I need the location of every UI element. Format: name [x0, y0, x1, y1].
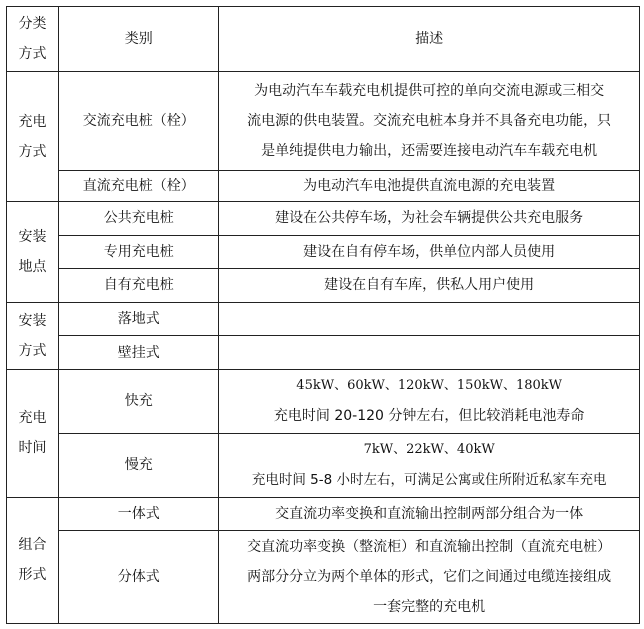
- type-slow-charge: 慢充: [59, 433, 219, 497]
- desc-split: [219, 531, 640, 624]
- desc-line-power: 45kW、60kW、120kW、150kW、180kW: [296, 378, 563, 394]
- type-wall-mounted: 壁挂式: [59, 336, 219, 370]
- table-row: [7, 170, 640, 202]
- group-name: 组合形式: [18, 537, 47, 584]
- desc-dc-charger: 为电动汽车电池提供直流电源的充电装置: [219, 170, 640, 202]
- type-floor-standing: 落地式: [59, 302, 219, 336]
- table-row: [7, 269, 640, 303]
- desc-integrated: 交直流功率变换和直流输出控制两部分组合为一体: [219, 497, 640, 531]
- type-private-charger: 自有充电桩: [59, 269, 219, 303]
- desc-line: 充电时间 20-120 分钟左右，但比较消耗电池寿命: [273, 408, 585, 425]
- group-name: 安装方式: [18, 312, 47, 359]
- type-fast-charge: 快充: [59, 369, 219, 433]
- group-charging-time: [7, 369, 59, 497]
- desc-ac-charger: [219, 72, 640, 171]
- header-category-method: [7, 7, 59, 72]
- table-row: [7, 202, 640, 236]
- type-integrated: 一体式: [59, 497, 219, 531]
- group-name: 充电时间: [18, 410, 47, 457]
- header-category-method-text: 分类方式: [18, 16, 47, 63]
- type-ac-charger: 交流充电桩（栓）: [59, 72, 219, 171]
- table-row: [7, 531, 640, 624]
- group-combination-form: [7, 497, 59, 623]
- desc-private-charger: 建设在自有车库，供私人用户使用: [219, 269, 640, 303]
- desc-line: 一套完整的充电机: [373, 599, 486, 616]
- table-row: [7, 235, 640, 269]
- type-dc-charger: 直流充电桩（栓）: [59, 170, 219, 202]
- charger-classification-table: [6, 6, 640, 624]
- header-description: 描述: [219, 7, 640, 72]
- group-charging-method: [7, 72, 59, 202]
- group-name: 充电方式: [18, 113, 47, 160]
- header-row: [7, 7, 640, 72]
- group-install-location: [7, 202, 59, 303]
- desc-line: 两部分分立为两个单体的形式，它们之间通过电缆连接组成: [247, 569, 612, 586]
- desc-dedicated-charger: 建设在自有停车场，供单位内部人员使用: [219, 235, 640, 269]
- desc-fast-charge: [219, 369, 640, 433]
- table-row: [7, 336, 640, 370]
- header-type: 类别: [59, 7, 219, 72]
- desc-line: 流电源的供电装置。交流充电桩本身并不具备充电功能，只: [247, 112, 612, 129]
- desc-line: 为电动汽车车载充电机提供可控的单向交流电源或三相交: [254, 82, 605, 99]
- table-row: [7, 497, 640, 531]
- desc-line: 是单纯提供电力输出，还需要连接电动汽车车载充电机: [261, 142, 598, 159]
- group-install-method: [7, 302, 59, 369]
- desc-line-power: 7kW、22kW、40kW: [363, 442, 495, 458]
- desc-slow-charge: [219, 433, 640, 497]
- desc-floor-standing: [219, 302, 640, 336]
- table-row: [7, 433, 640, 497]
- group-name: 安装地点: [18, 228, 47, 275]
- desc-public-charger: 建设在公共停车场，为社会车辆提供公共充电服务: [219, 202, 640, 236]
- table-row: [7, 72, 640, 171]
- type-public-charger: 公共充电桩: [59, 202, 219, 236]
- desc-wall-mounted: [219, 336, 640, 370]
- type-dedicated-charger: 专用充电桩: [59, 235, 219, 269]
- table-row: [7, 369, 640, 433]
- table-row: [7, 302, 640, 336]
- desc-line: 充电时间 5-8 小时左右，可满足公寓或住所附近私家车充电: [251, 472, 607, 489]
- type-split: 分体式: [59, 531, 219, 624]
- desc-line: 交直流功率变换（整流柜）和直流输出控制（直流充电桩）: [247, 539, 612, 556]
